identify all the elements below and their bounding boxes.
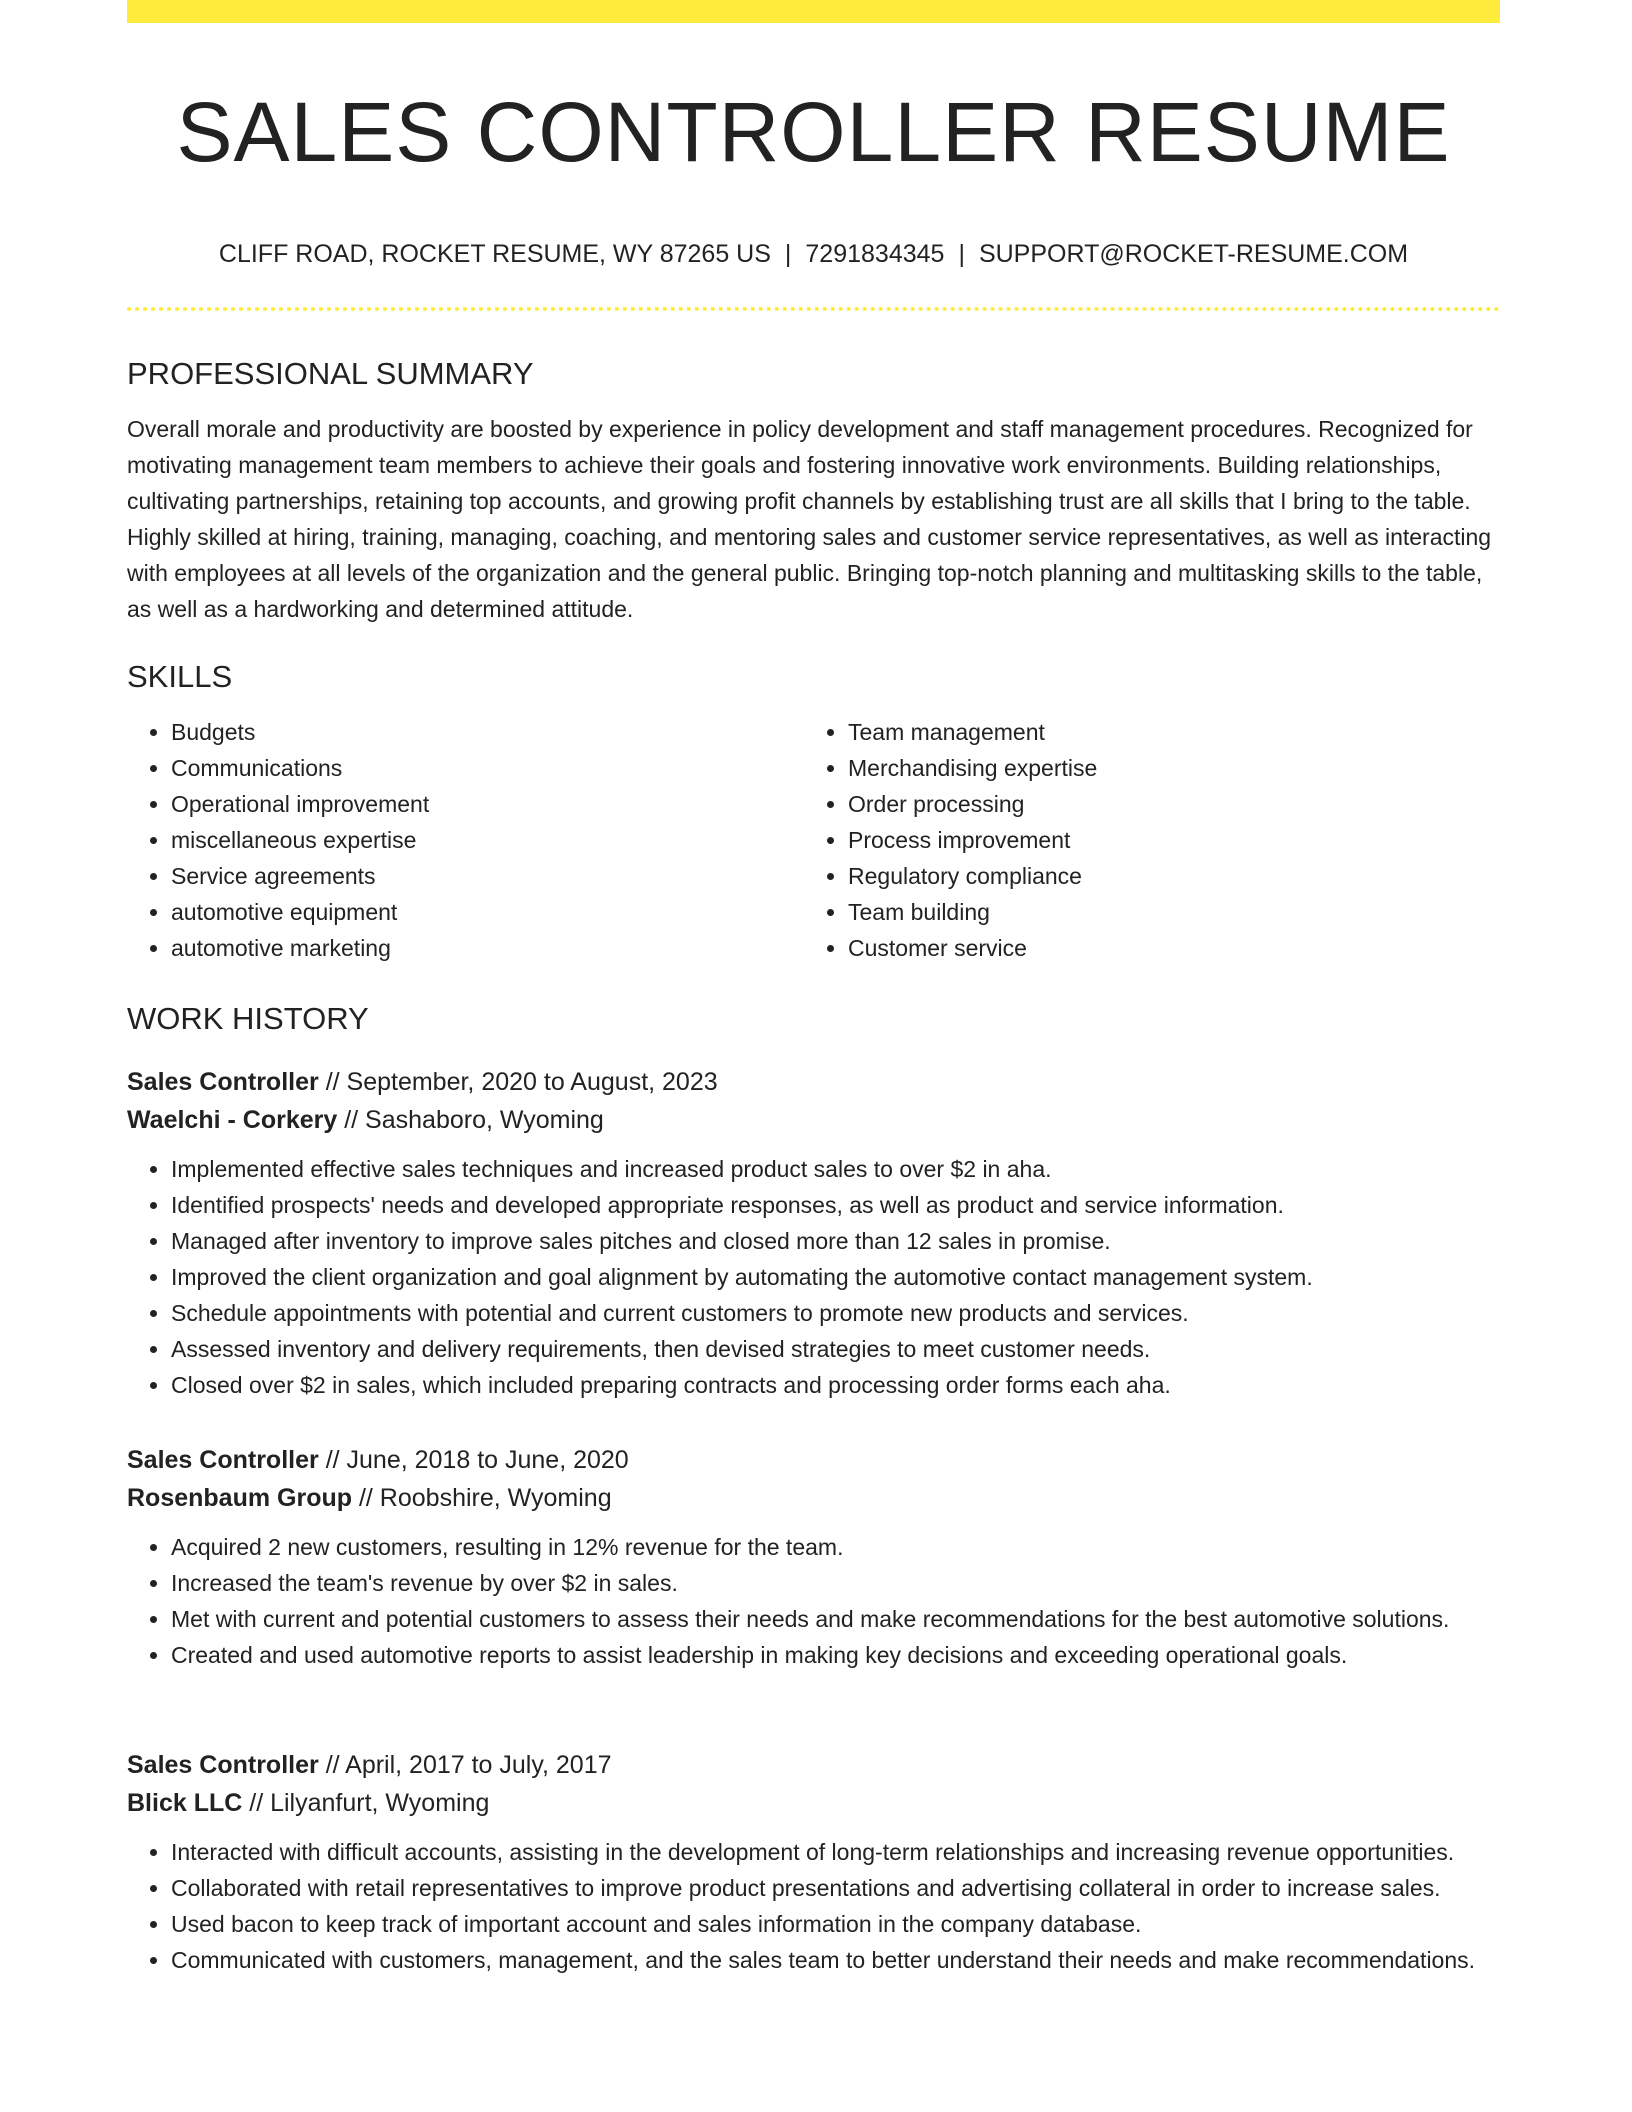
skill-item: • Order processing — [848, 786, 1500, 822]
job-role: Sales Controller — [127, 1446, 319, 1474]
resume-title: SALES CONTROLLER RESUME — [176, 85, 1451, 179]
skill-item: • automotive marketing — [171, 930, 804, 966]
job-bullet: • Met with current and potential customers to assess their needs and make recommendations for the best automotive solutions. — [171, 1601, 1500, 1637]
job-role: Sales Controller — [127, 1751, 319, 1779]
job-title-line — [127, 1746, 1500, 1784]
skill-item: • Regulatory compliance — [848, 858, 1500, 894]
job-bullet: • Acquired 2 new customers, resulting in 12% revenue for the team. — [171, 1529, 1500, 1565]
job-dates: // September, 2020 to August, 2023 — [325, 1068, 718, 1096]
skill-item: • Process improvement — [848, 822, 1500, 858]
job-company: Waelchi - Corkery — [127, 1106, 338, 1134]
job-title-line — [127, 1441, 1500, 1479]
contact-phone: 7291834345 — [805, 240, 945, 268]
skill-item: • Service agreements — [171, 858, 804, 894]
skill-item: • Customer service — [848, 930, 1500, 966]
job-bullet-list — [127, 1151, 1500, 1403]
dotted-divider — [127, 307, 1500, 311]
job-entry — [127, 1746, 1500, 1978]
contact-separator: | — [784, 240, 792, 268]
job-bullet: • Managed after inventory to improve sales pitches and closed more than 12 sales in promise. — [171, 1223, 1500, 1259]
contact-address: CLIFF ROAD, ROCKET RESUME, WY 87265 US — [218, 240, 771, 268]
skill-item: • Budgets — [171, 714, 804, 750]
contact-line — [127, 238, 1500, 270]
job-bullet: • Interacted with difficult accounts, assisting in the development of long-term relationships and increasing revenue opportunities. — [171, 1834, 1500, 1870]
job-bullet: • Schedule appointments with potential and current customers to promote new products and services. — [171, 1295, 1500, 1331]
job-company: Blick LLC — [127, 1789, 243, 1817]
job-bullet: • Collaborated with retail representatives to improve product presentations and advertising collateral in order to increase sales. — [171, 1870, 1500, 1906]
job-entry — [127, 1063, 1500, 1403]
professional-summary-section — [127, 354, 1500, 627]
job-bullet: • Increased the team's revenue by over $2 in sales. — [171, 1565, 1500, 1601]
job-location: // Sashaboro, Wyoming — [344, 1106, 604, 1134]
job-location: // Roobshire, Wyoming — [358, 1484, 612, 1512]
section-heading-skills: SKILLS — [127, 659, 233, 694]
job-title-line — [127, 1063, 1500, 1101]
skills-list-left — [127, 714, 804, 966]
section-heading-summary: PROFESSIONAL SUMMARY — [127, 356, 534, 391]
skill-item: • Communications — [171, 750, 804, 786]
job-dates: // April, 2017 to July, 2017 — [325, 1751, 612, 1779]
skill-item: • Operational improvement — [171, 786, 804, 822]
job-bullet: • Identified prospects' needs and developed appropriate responses, as well as product and service information. — [171, 1187, 1500, 1223]
job-company: Rosenbaum Group — [127, 1484, 353, 1512]
skill-item: • Merchandising expertise — [848, 750, 1500, 786]
skills-list-right — [804, 714, 1500, 966]
job-entry — [127, 1441, 1500, 1673]
job-bullet: • Communicated with customers, management, and the sales team to better understand their needs and make recommendations. — [171, 1942, 1500, 1978]
job-dates: // June, 2018 to June, 2020 — [325, 1446, 629, 1474]
job-bullet-list — [127, 1834, 1500, 1978]
work-history-section — [127, 999, 1500, 1039]
job-role: Sales Controller — [127, 1068, 319, 1096]
skill-item: • Team management — [848, 714, 1500, 750]
job-company-line — [127, 1479, 1500, 1517]
job-company-line — [127, 1101, 1500, 1139]
top-accent-bar — [127, 0, 1500, 23]
skills-section — [127, 657, 1500, 966]
contact-separator: | — [958, 240, 965, 268]
contact-email: SUPPORT@ROCKET-RESUME.COM — [978, 240, 1409, 268]
skill-item: • automotive equipment — [171, 894, 804, 930]
job-bullet: • Improved the client organization and goal alignment by automating the automotive contact management system. — [171, 1259, 1500, 1295]
skill-item: • Team building — [848, 894, 1500, 930]
job-bullet: • Assessed inventory and delivery requirements, then devised strategies to meet customer needs. — [171, 1331, 1500, 1367]
job-bullet: • Closed over $2 in sales, which included preparing contracts and processing order forms each aha. — [171, 1367, 1500, 1403]
job-bullet: • Created and used automotive reports to assist leadership in making key decisions and exceeding operational goals. — [171, 1637, 1500, 1673]
skills-columns — [127, 714, 1500, 966]
skill-item: • miscellaneous expertise — [171, 822, 804, 858]
section-heading-work-history: WORK HISTORY — [127, 1001, 369, 1036]
summary-text: Overall morale and productivity are boosted by experience in policy development and staff management procedures. Recognized for motivating management team members to achieve their goals and fostering innovative work environments. Building relationships, cultivating partnerships, retaining top accounts, and growing profit channels by establishing trust are all skills that I bring to the table. Highly skilled at hiring, training, managing, coaching, and mentoring sales and customer service representatives, as well as interacting with employees at all levels of the organization and the general public. Bringing top-notch planning and multitasking skills to the table, as well as a hardworking and determined attitude. — [127, 416, 1492, 622]
job-location: // Lilyanfurt, Wyoming — [249, 1789, 490, 1817]
job-bullet-list — [127, 1529, 1500, 1673]
job-company-line — [127, 1784, 1500, 1822]
job-bullet: • Used bacon to keep track of important account and sales information in the company database. — [171, 1906, 1500, 1942]
job-bullet: • Implemented effective sales techniques and increased product sales to over $2 in aha. — [171, 1151, 1500, 1187]
